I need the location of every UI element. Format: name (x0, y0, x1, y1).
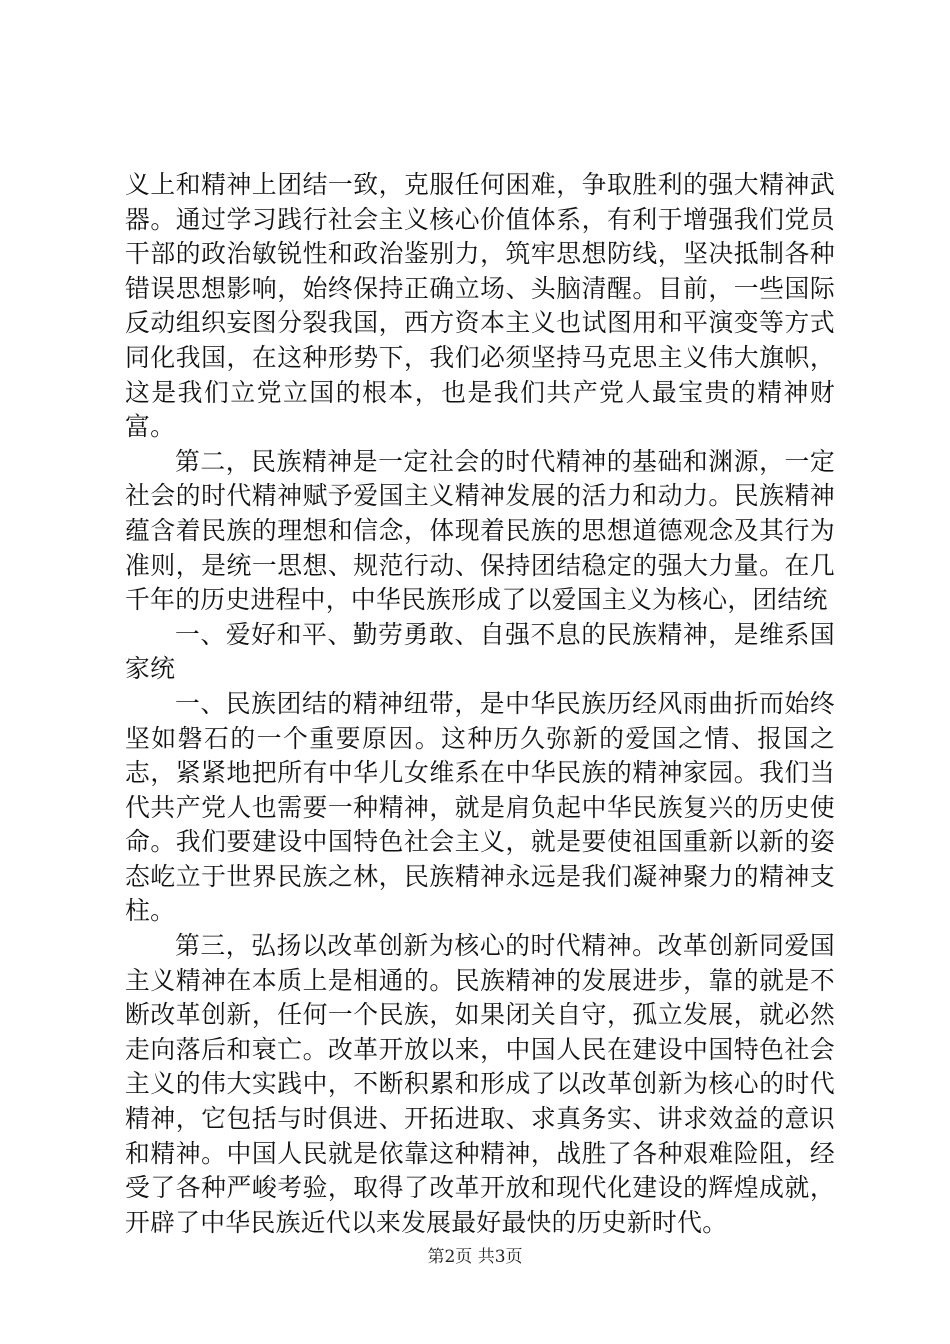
paragraph: 一、民族团结的精神纽带，是中华民族历经风雨曲折而始终坚如磐石的一个重要原因。这种历久弥新的爱国之情、报国之志，紧紧地把所有中华儿女维系在中华民族的精神家园。我们当代共产党人也需要一种精神，就是肩负起中华民族复兴的历史使命。我们要建设中国特色社会主义，就是要使祖国重新以新的姿态屹立于世界民族之林，民族精神永远是我们凝神聚力的精神支柱。 (125, 688, 835, 926)
paragraph: 一、爱好和平、勤劳勇敢、自强不息的民族精神，是维系国家统 (125, 619, 835, 684)
page-footer: 第2页 共3页 (427, 1247, 523, 1267)
body-text (125, 168, 835, 1240)
paragraph: 第二，民族精神是一定社会的时代精神的基础和渊源，一定社会的时代精神赋予爱国主义精神发展的活力和动力。民族精神蕴含着民族的理想和信念，体现着民族的思想道德观念及其行为准则，是统一思想、规范行动、保持团结稳定的强大力量。在几千年的历史进程中，中华民族形成了以爱国主义为核心，团结统 (125, 446, 835, 615)
paragraph: 第三，弘扬以改革创新为核心的时代精神。改革创新同爱国主义精神在本质上是相通的。民族精神的发展进步，靠的就是不断改革创新，任何一个民族，如果闭关自守，孤立发展，就必然走向落后和衰亡。改革开放以来，中国人民在建设中国特色社会主义的伟大实践中，不断积累和形成了以改革创新为核心的时代精神，它包括与时俱进、开拓进取、求真务实、讲求效益的意识和精神。中国人民就是依靠这种精神，战胜了各种艰难险阻，经受了各种严峻考验，取得了改革开放和现代化建设的辉煌成就，开辟了中华民族近代以来发展最好最快的历史新时代。 (125, 931, 835, 1237)
paragraph: 义上和精神上团结一致，克服任何困难，争取胜利的强大精神武器。通过学习践行社会主义核心价值体系，有利于增强我们党员干部的政治敏锐性和政治鉴别力，筑牢思想防线，坚决抵制各种错误思想影响，始终保持正确立场、头脑清醒。目前，一些国际反动组织妄图分裂我国，西方资本主义也试图用和平演变等方式同化我国，在这种形势下，我们必须坚持马克思主义伟大旗帜，这是我们立党立国的根本，也是我们共产党人最宝贵的精神财富。 (125, 170, 835, 442)
